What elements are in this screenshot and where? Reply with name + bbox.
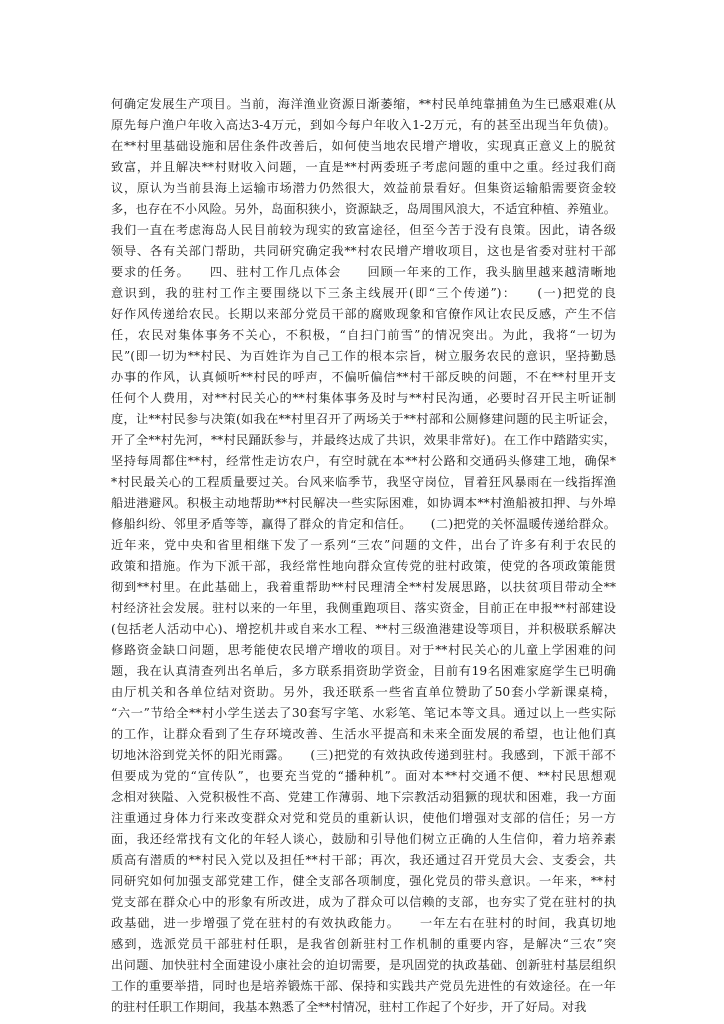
text-line: 何确定发展生产项目。当前，海洋渔业资源日渐萎缩，**村民单纯靠捕鱼为生已感艰难(从: [111, 97, 616, 111]
text-line: 切地沐浴到党关怀的阳光雨露。 (三)把党的有效执政传递到驻村。我感到，下派干部不: [111, 748, 616, 762]
text-line: 面，我还经常找有文化的年轻人谈心，鼓励和引导他们树立正确的人生信仰，着力培养素: [111, 832, 616, 846]
text-line: (包括老人活动中心)、增挖机井或自来水工程、**村三级渔港建设等项目，并积极联系解决: [111, 622, 616, 636]
text-line: 的工作，让群众看到了生存环境改善、生活水平提高和未来全面发展的希望，也让他们真: [111, 727, 616, 741]
text-line: 我们一直在考虑海岛人民目前较为现实的致富途径，但至今苦于没有良策。因此，请各级: [111, 223, 616, 237]
text-line: 多，也存在不小风险。另外，岛面积狭小，资源缺乏，岛周围风浪大，不适宜种植、养殖业。: [111, 202, 616, 216]
text-line: 开了全**村先河，**村民踊跃参与，并最终达成了共识，效果非常好)。在工作中踏踏实实，: [111, 433, 616, 447]
text-line: 彻到**村里。在此基础上，我着重帮助**村民理清全**村发展思路，以扶贫项目带动全**: [111, 580, 616, 594]
text-line: 修船纠纷、邻里矛盾等等，赢得了群众的肯定和信任。 (二)把党的关怀温暖传递给群众。: [111, 517, 616, 531]
text-line: 度，让**村民参与决策(如我在**村里召开了两场关于**村部和公厕修建问题的民主听证会，: [111, 412, 616, 426]
text-line: 致富，并且解决**村财收入问题，一直是**村两委班子考虑问题的重中之重。经过我们商: [111, 160, 616, 174]
text-line: 由厅机关和各单位结对资助。另外，我还联系一些省直单位赞助了50套小学新课桌椅，: [111, 685, 616, 699]
text-line: 村经济社会发展。驻村以来的一年里，我侧重跑项目、落实资金，目前正在申报**村部建设: [111, 601, 616, 615]
text-line: 好作风传递给农民。长期以来部分党员干部的腐败现象和官僚作风让农民反感，产生不信: [111, 307, 616, 321]
text-line: 船进港避风。积极主动地帮助**村民解决一些实际困难，如协调本**村渔船被扣押、与外埠: [111, 496, 616, 510]
text-line: 原先每户渔户年收入高达3-4万元，到如今每户年收入1-2万元，有的甚至出现当年负债)。: [111, 118, 616, 132]
text-line: 念相对狭隘、入党积极性不高、党建工作薄弱、地下宗教活动猖獗的现状和困难，我一方面: [111, 790, 616, 804]
text-line: 质高有潜质的**村民入党以及担任**村干部；再次，我还通过召开党员大会、支委会，共: [111, 853, 616, 867]
text-line: 出问题、加快驻村全面建设小康社会的迫切需要，是巩固党的执政基础、创新驻村基层组织: [111, 958, 616, 972]
text-line: 题，我在认真清查列出名单后，多方联系捐资助学资金，目前有19名困难家庭学生已明确: [111, 664, 616, 678]
text-line: 意识到，我的驻村工作主要围绕以下三条主线展开(即“三个传递”)： (一)把党的良: [111, 286, 616, 300]
text-line: 民”(即一切为**村民、为百姓诈为自己工作的根本宗旨，树立服务农民的意识，坚持勤恳: [111, 349, 616, 363]
text-line: 任，农民对集体事务不关心，不积极，“自扫门前雪”的情况突出。为此，我将“一切为: [111, 328, 616, 342]
text-line: 注重通过身体力行来改变群众对党和党员的重新认识，使他们增强对支部的信任；另一方: [111, 811, 616, 825]
text-line: 修路资金缺口问题，思考能使农民增产增收的项目。对于**村民关心的儿童上学困难的问: [111, 643, 616, 657]
text-line: 议，原认为当前县海上运输市场潜力仍然很大，效益前景看好。但集资运输船需要资金较: [111, 181, 616, 195]
text-line: 感到，选派党员干部驻村任职，是我省创新驻村工作机制的重要内容，是解决“三农”突: [111, 937, 616, 951]
text-line: 的驻村任职工作期间，我基本熟悉了全**村情况，驻村工作起了个好步，开了好局。对我: [111, 1000, 587, 1014]
text-line: 领导、各有关部门帮助，共同研究确定我**村农民增产增收项目，这也是省委对驻村干部: [111, 244, 616, 258]
text-line: 任何个人费用，对**村民关心的**村集体事务及时与**村民沟通，必要时召开民主听证制: [111, 391, 616, 405]
text-line: 办事的作风，认真倾听**村民的呼声，不偏听偏信**村干部反映的问题，不在**村里开支: [111, 370, 616, 384]
text-line: “六一”节给全**村小学生送去了30套写字笔、水彩笔、笔记本等文具。通过以上一些实际: [111, 706, 616, 720]
text-line: 党支部在群众心中的形象有所改进，成为了群众可以信赖的支部，也夯实了党在驻村的执: [111, 895, 616, 909]
text-line: 近年来，党中央和省里相继下发了一系列“三农”问题的文件，出台了许多有利于农民的: [111, 538, 616, 552]
text-line: 坚持每周都住**村，经常性走访农户，有空时就在本**村公路和交通码头修建工地，确保*: [111, 454, 616, 468]
text-line: 工作的重要举措，同时也是培养锻炼干部、保持和实践共产党员先进性的有效途径。在一年: [111, 979, 616, 993]
text-line: 同研究如何加强支部党建工作，健全支部各项制度，强化党员的带头意识。一年来，**村: [111, 874, 616, 888]
text-line: *村民最关心的工程质量要过关。台风来临季节，我坚守岗位，冒着狂风暴雨在一线指挥渔: [111, 475, 616, 489]
document-page: [111, 94, 616, 1018]
text-line: 政策和措施。作为下派干部，我经常性地向群众宣传党的驻村政策，使党的各项政策能贯: [111, 559, 616, 573]
text-line: 政基础，进一步增强了党在驻村的有效执政能力。 一年左右在驻村的时间，我真切地: [111, 916, 616, 930]
text-line: 但要成为党的“宣传队”，也要充当党的“播种机”。面对本**村交通不便、**村民思想观: [111, 769, 616, 783]
text-line: 要求的任务。 四、驻村工作几点体会 回顾一年来的工作，我头脑里越来越清晰地: [111, 265, 616, 279]
text-line: 在**村里基础设施和居住条件改善后，如何使当地农民增产增收，实现真正意义上的脱贫: [111, 139, 616, 153]
